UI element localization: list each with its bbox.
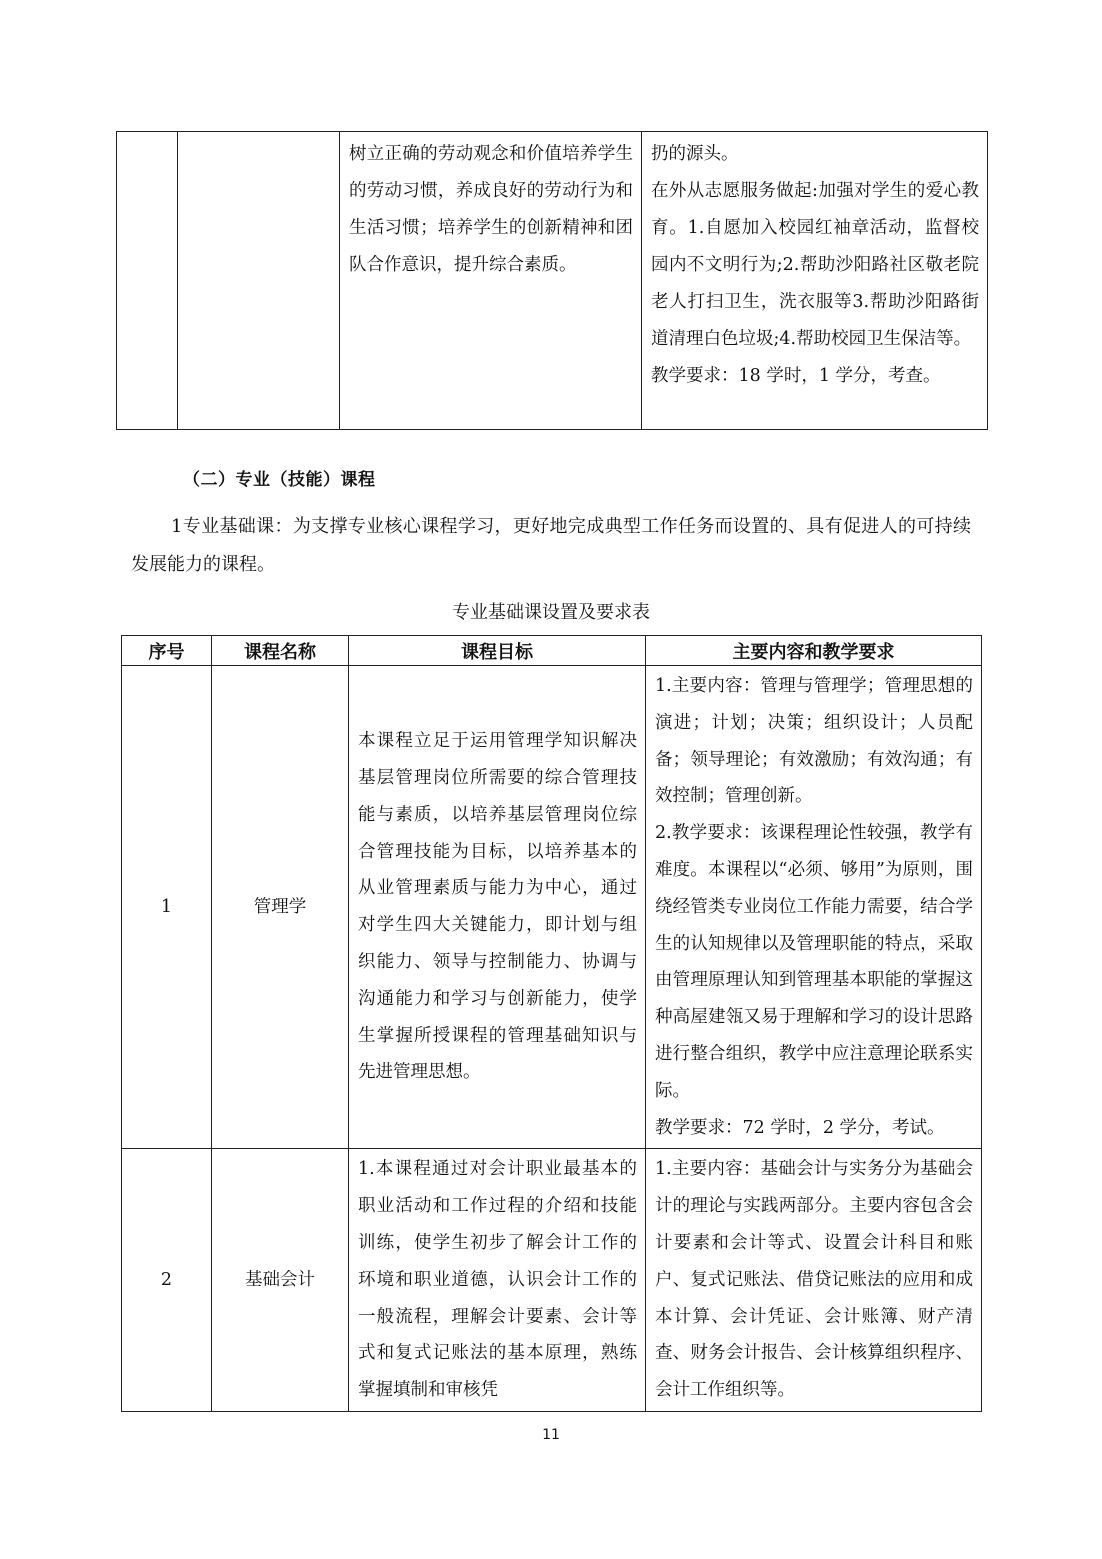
section-heading: （二）专业（技能）课程 (183, 470, 376, 490)
course-goal-text: 1.本课程通过对会计职业最基本的职业活动和工作过程的介绍和技能训练，使学生初步了解会计工作的环境和职业道德，认识会计工作的一般流程，理解会计要素、会计等式和复式记账法的基本原理，熟练掌握填制和审核凭 (358, 1159, 637, 1401)
intro-paragraph: 1专业基础课：为支撑专业核心课程学习，更好地完成典型工作任务而设置的、具有促进人的可持续发展能力的课程。 (131, 516, 971, 575)
course-name: 基础会计 (212, 1149, 349, 1412)
course-content (646, 666, 982, 1149)
table-caption: 专业基础课设置及要求表 (452, 602, 650, 623)
header-course-goal: 课程目标 (349, 636, 646, 666)
course-goal-text: 本课程立足于运用管理学知识解决基层管理岗位所需要的综合管理技能与素质，以培养基层管理岗位综合管理技能为目标，以培养基本的从业管理素质与能力为中心，通过对学生四大关键能力，即计划与组织能力、领导与控制能力、协调与沟通能力和学习与创新能力，使学生掌握所授课程的管理基础知识与先进管理思想。 (358, 731, 637, 1083)
row-number: 2 (122, 1149, 212, 1412)
content-paragraph: 2.教学要求：该课程理论性较强，教学有难度。本课程以“必须、够用”为原则，围绕经管类专业岗位工作能力需要，结合学生的认知规律以及管理职能的特点，采取由管理原理认知到管理基本职能的掌握这种高屋建瓴又易于理解和学习的设计思路进行整合组织，教学中应注意理论联系实际。 (655, 823, 973, 1101)
continuation-table (116, 131, 988, 430)
table-row (117, 132, 988, 430)
course-goal (349, 1149, 646, 1412)
page-number: 11 (542, 1427, 560, 1443)
content-line: 扔的源头。 (651, 144, 739, 164)
table-cell-empty (117, 132, 178, 430)
header-course-name: 课程名称 (212, 636, 349, 666)
content-paragraph: 1.主要内容：基础会计与实务分为基础会计的理论与实践两部分。主要内容包含会计要素和会计等式、设置会计科目和账户、复式记账法、借贷记账法的应用和成本计算、会计凭证、会计账簿、财产清查、财务会计报告、会计核算组织程序、会计工作组织等。 (655, 1159, 973, 1401)
table-cell-empty (178, 132, 340, 430)
content-cell (642, 132, 988, 430)
course-table (121, 635, 982, 1412)
table-header-row (122, 636, 982, 666)
table-row (122, 1149, 982, 1412)
course-goal-text: 树立正确的劳动观念和价值培养学生的劳动习惯，养成良好的劳动行为和生活习惯；培养学生的创新精神和团队合作意识，提升综合素质。 (349, 144, 633, 275)
course-goal-cell (340, 132, 642, 430)
content-paragraph: 教学要求：72 学时，2 学分，考试。 (655, 1117, 945, 1138)
course-name: 管理学 (212, 666, 349, 1149)
content-paragraph: 1.主要内容：管理与管理学；管理思想的演进；计划；决策；组织设计；人员配备；领导理论；有效激励；有效沟通；有效控制；管理创新。 (655, 676, 973, 807)
course-goal (349, 666, 646, 1149)
content-line: 在外从志愿服务做起:加强对学生的爱心教育。1.自愿加入校园红袖章活动，监督校园内不文明行为;2.帮助沙阳路社区敬老院老人打扫卫生，洗衣服等3.帮助沙阳路街道清理白色垃圾;4.帮助校园卫生保洁等。 (651, 181, 979, 349)
table-row (122, 666, 982, 1149)
course-content (646, 1149, 982, 1412)
row-number: 1 (122, 666, 212, 1149)
header-no: 序号 (122, 636, 212, 666)
header-content: 主要内容和教学要求 (646, 636, 982, 666)
content-line: 教学要求：18 学时，1 学分，考查。 (651, 366, 941, 386)
